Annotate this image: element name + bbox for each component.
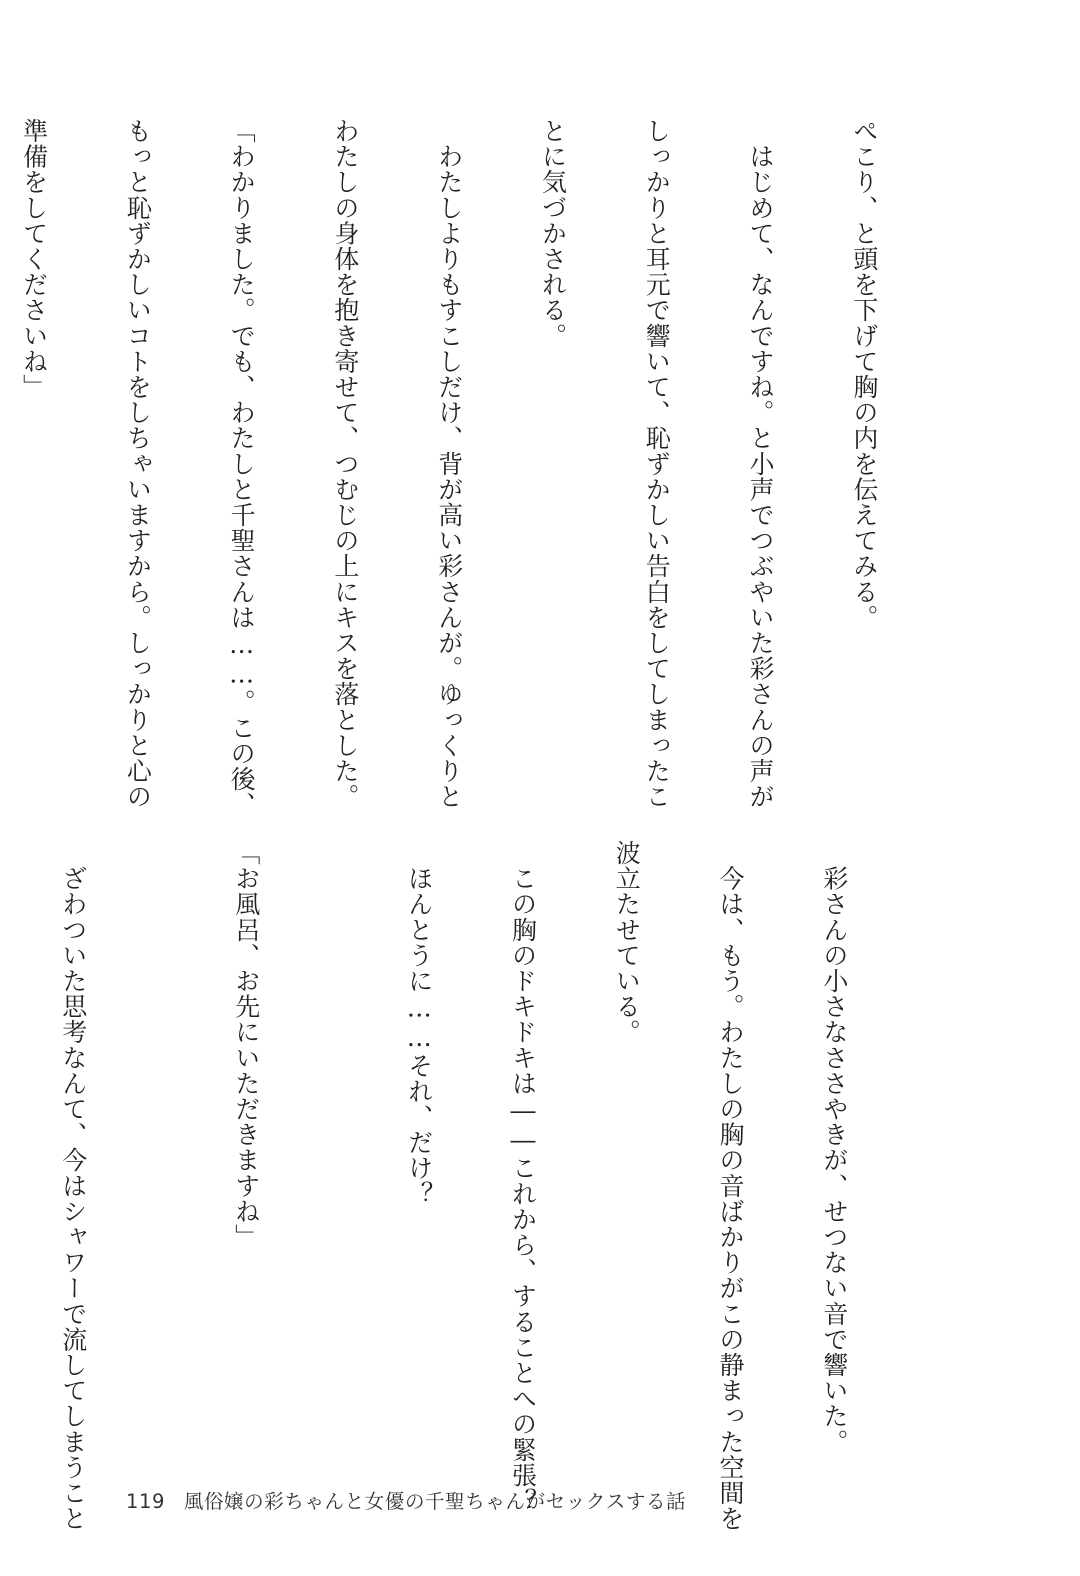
text-line: 今は、もう。わたしの胸の音ばかりがこの静まった空間を xyxy=(716,840,746,1532)
text-line: ぺこり、と頭を下げて胸の内を伝えてみる。 xyxy=(849,118,879,630)
page-footer xyxy=(126,1486,686,1514)
text-line: この胸のドキドキは――これから、することへの緊張？ xyxy=(508,840,538,1514)
text-line: ほんとうに……それ、だけ？ xyxy=(404,840,434,1207)
text-line: 準備をしてくださいね」 xyxy=(19,118,49,400)
text-line: わたしの身体を抱き寄せて、つむじの上にキスを落とした。 xyxy=(330,118,360,810)
text-line: 彩さんの小さなささやきが、せつない音で響いた。 xyxy=(819,840,849,1455)
text-line: もっと恥ずかしいコトをしちゃいますから。しっかりと心の xyxy=(123,118,153,810)
text-line: ざわついた思考なんて、今はシャワーで流してしまうこと xyxy=(58,840,88,1532)
running-title: 風俗嬢の彩ちゃんと女優の千聖ちゃんがセックスする話 xyxy=(183,1490,687,1513)
text-line: 「わかりました。でも、わたしと千聖さんは……。この後、 xyxy=(227,118,257,818)
text-line: はじめて、なんですね。と小声でつぶやいた彩さんの声が xyxy=(746,118,776,810)
text-line: しっかりと耳元で響いて、恥ずかしい告白をしてしまったこ xyxy=(642,118,672,810)
text-line: 波立たせている。 xyxy=(612,840,642,1045)
text-line: 「お風呂、お先にいただきますね」 xyxy=(231,840,261,1250)
upper-text-block xyxy=(19,118,950,818)
page-number: 119 xyxy=(126,1490,166,1513)
text-line: とに気づかされる。 xyxy=(538,118,568,349)
text-line: わたしよりもすこしだけ、背が高い彩さんが。ゆっくりと xyxy=(434,118,464,810)
